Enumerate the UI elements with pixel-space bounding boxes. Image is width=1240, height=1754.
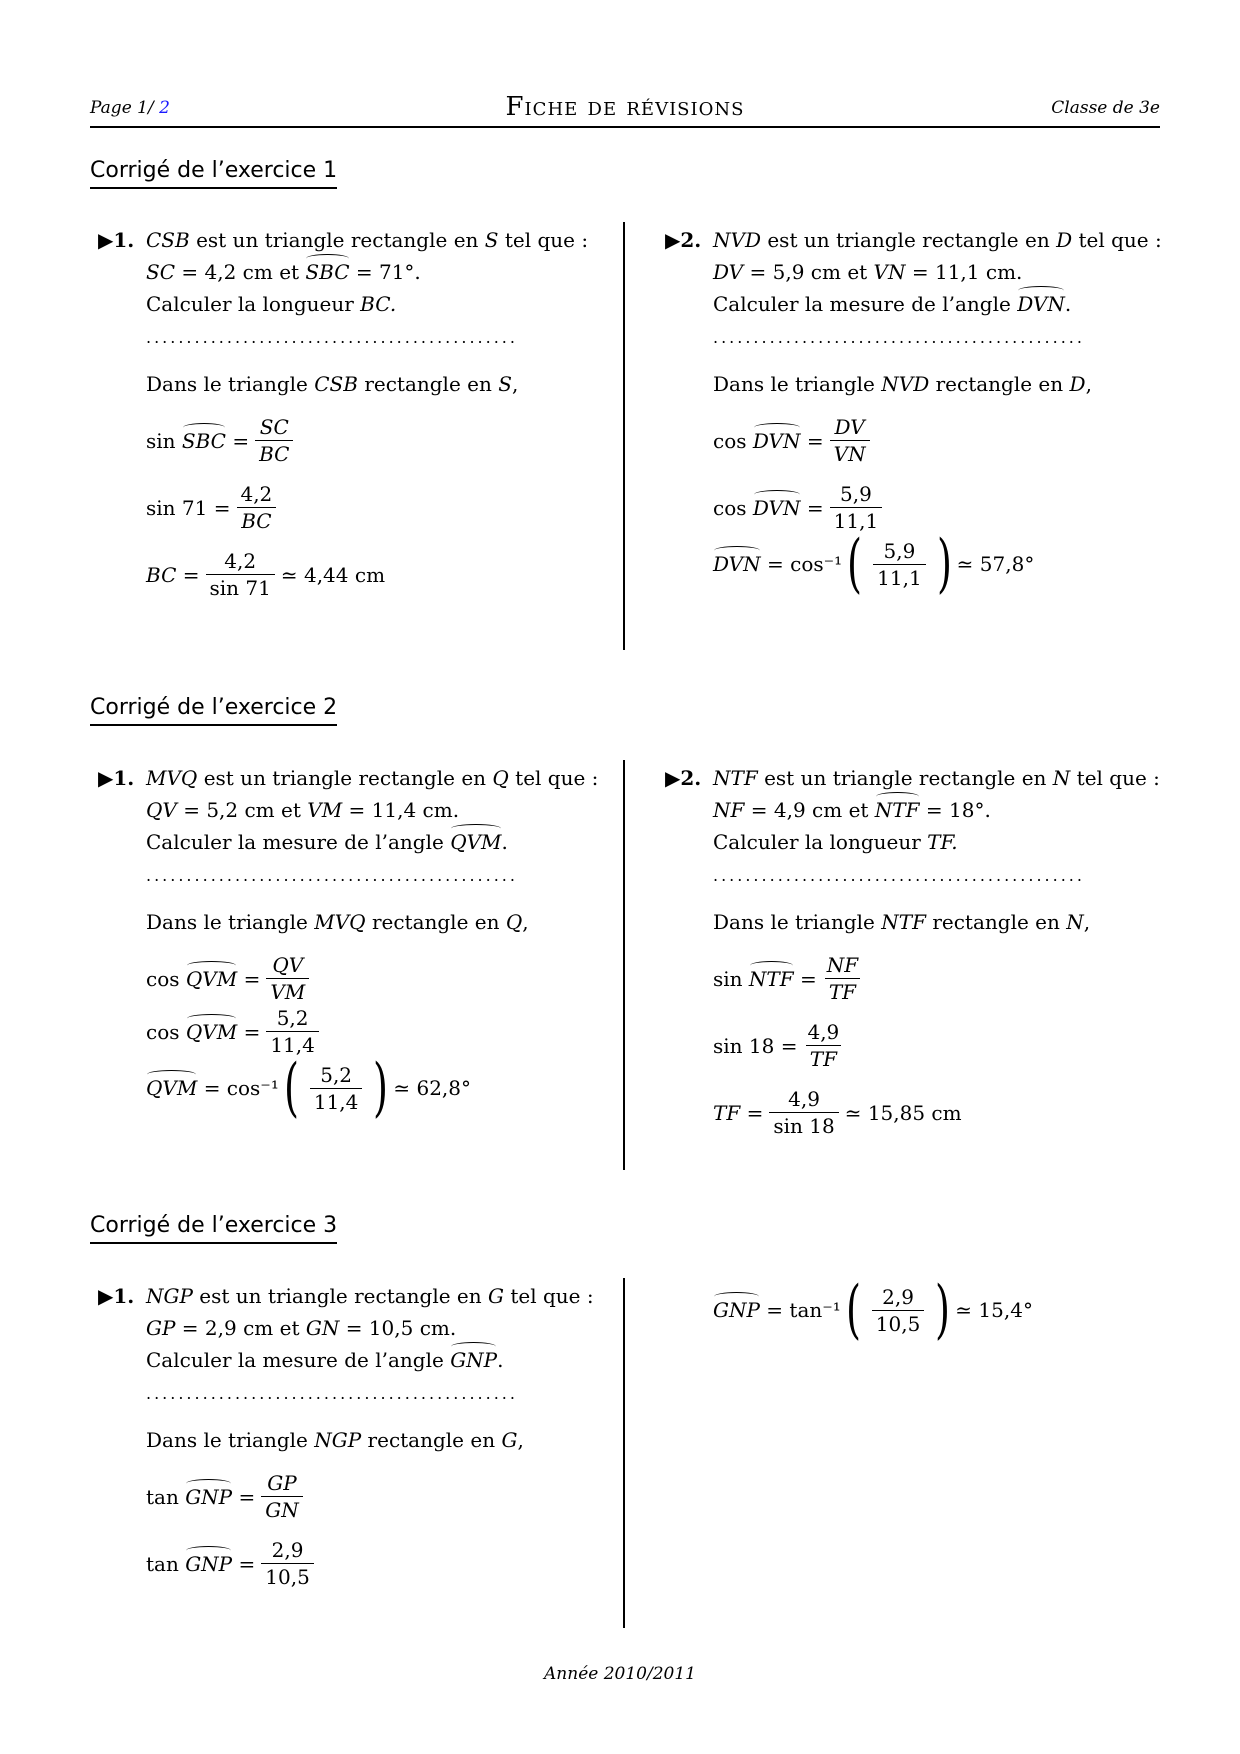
column-divider xyxy=(623,1278,625,1628)
equation-3: GNP = tan⁻¹ ( $\frac{2,9}{10,5}$ ) ≃ 15,4° xyxy=(713,1273,1033,1347)
question-number: ▶1. xyxy=(98,228,135,252)
exercise-3-title: Corrigé de l’exercice 3 xyxy=(90,1213,337,1244)
page-footer: Année 2010/2011 xyxy=(544,1664,696,1684)
page-total-link[interactable]: 2 xyxy=(159,98,170,118)
dotted-separator: .............................................. xyxy=(146,866,518,885)
question-number: ▶1. xyxy=(98,1284,135,1308)
dotted-separator: .............................................. xyxy=(146,1384,518,1403)
question-number: ▶2. xyxy=(665,228,702,252)
triangle-name: CSB xyxy=(146,228,190,252)
equation-1: sin SBC = $\frac{SC}{BC}$ xyxy=(146,414,598,467)
equation-2: cos DVN = $\frac{5,9}{11,1}$ xyxy=(713,481,1165,534)
dotted-separator: .............................................. xyxy=(713,866,1085,885)
equation-2: cos QVM = $\frac{5,2}{11,4}$ xyxy=(146,1005,598,1058)
equation-2: tan GNP = $\frac{2,9}{10,5}$ xyxy=(146,1537,598,1590)
equation-2: sin 71 = $\frac{4,2}{BC}$ xyxy=(146,481,598,534)
page-title: Fiche de révisions xyxy=(505,92,745,122)
exercise-1-question-2: ▶2. NVD est un triangle rectangle en D tel que : DV = 5,9 cm et VN = 11,1 cm. Calculer la mesure de l’angle DVN. .............................................. Dans le triangle NVD rectangle en D, cos DVN = $\frac{DV}{VN}$ cos DVN = $\frac{5,9}{11,1}$ DVN = cos⁻¹ ( $\frac{5,9}{11,1}$ ) ≃ 57,8° xyxy=(665,224,1165,594)
equation-1: cos QVM = $\frac{QV}{VM}$ xyxy=(146,952,598,1005)
equation-3: DVN = cos⁻¹ ( $\frac{5,9}{11,1}$ ) ≃ 57,8° xyxy=(713,527,1035,601)
page-header xyxy=(90,86,1160,128)
equation-1: tan GNP = $\frac{GP}{GN}$ xyxy=(146,1470,598,1523)
class-label: Classe de 3e xyxy=(1051,98,1160,118)
exercise-2-question-1: ▶1. MVQ est un triangle rectangle en Q tel que : QV = 5,2 cm et VM = 11,4 cm. Calculer la mesure de l’angle QVM. .............................................. Dans le triangle MVQ rectangle en Q, cos QVM = $\frac{QV}{VM}$ cos QVM = $\frac{5,2}{11,4}$ QVM = cos⁻¹ ( $\frac{5,2}{11,4}$ ) ≃ 62,8° xyxy=(98,762,598,1118)
equation-2: sin 18 = $\frac{4,9}{TF}$ xyxy=(713,1020,840,1071)
dotted-separator: .............................................. xyxy=(146,328,518,347)
exercise-2-title: Corrigé de l’exercice 2 xyxy=(90,695,337,726)
equation-3: BC = $\frac{4,2}{\sin 71}$ ≃ 4,44 cm xyxy=(146,549,386,600)
equation-1: sin NTF = $\frac{NF}{TF}$ xyxy=(713,953,859,1004)
exercise-3-question-1: ▶1. NGP est un triangle rectangle en G tel que : GP = 2,9 cm et GN = 10,5 cm. Calculer la mesure de l’angle GNP. .............................................. Dans le triangle NGP rectangle en G, tan GNP = $\frac{GP}{GN}$ tan GNP = $\frac{2,9}{10,5}$ xyxy=(98,1280,598,1590)
page-number: Page 1/ 2 xyxy=(90,98,170,118)
question-number: ▶2. xyxy=(665,766,702,790)
question-number: ▶1. xyxy=(98,766,135,790)
equation-1: cos DVN = $\frac{DV}{VN}$ xyxy=(713,414,1165,467)
exercise-1-question-1: ▶1. CSB est un triangle rectangle en S tel que : SC = 4,2 cm et SBC = 71°. Calculer la longueur BC. .............................................. Dans le triangle CSB rectangle en S, sin SBC = $\frac{SC}{BC}$ sin 71 = $\frac{4,2}{BC}$ BC = $\frac{4,2}{\sin 71}$ ≃ 4,44 cm xyxy=(98,224,598,601)
exercise-2-question-2: ▶2. NTF est un triangle rectangle en N tel que : NF = 4,9 cm et NTF = 18°. Calculer la longueur TF. .............................................. Dans le triangle NTF rectangle en N, sin NTF = $\frac{NF}{TF}$ sin 18 = $\frac{4,9}{TF}$ TF = $\frac{4,9}{\sin 18}$ ≃ 15,85 cm xyxy=(665,762,1165,1139)
dotted-separator: .............................................. xyxy=(713,328,1085,347)
equation-3: QVM = cos⁻¹ ( $\frac{5,2}{11,4}$ ) ≃ 62,8° xyxy=(146,1051,472,1125)
column-divider xyxy=(623,222,625,650)
exercise-1-title: Corrigé de l’exercice 1 xyxy=(90,158,337,189)
column-divider xyxy=(623,760,625,1170)
equation-3: TF = $\frac{4,9}{\sin 18}$ ≃ 15,85 cm xyxy=(713,1087,962,1138)
exercise-3-question-1-continued xyxy=(665,1273,1165,1347)
